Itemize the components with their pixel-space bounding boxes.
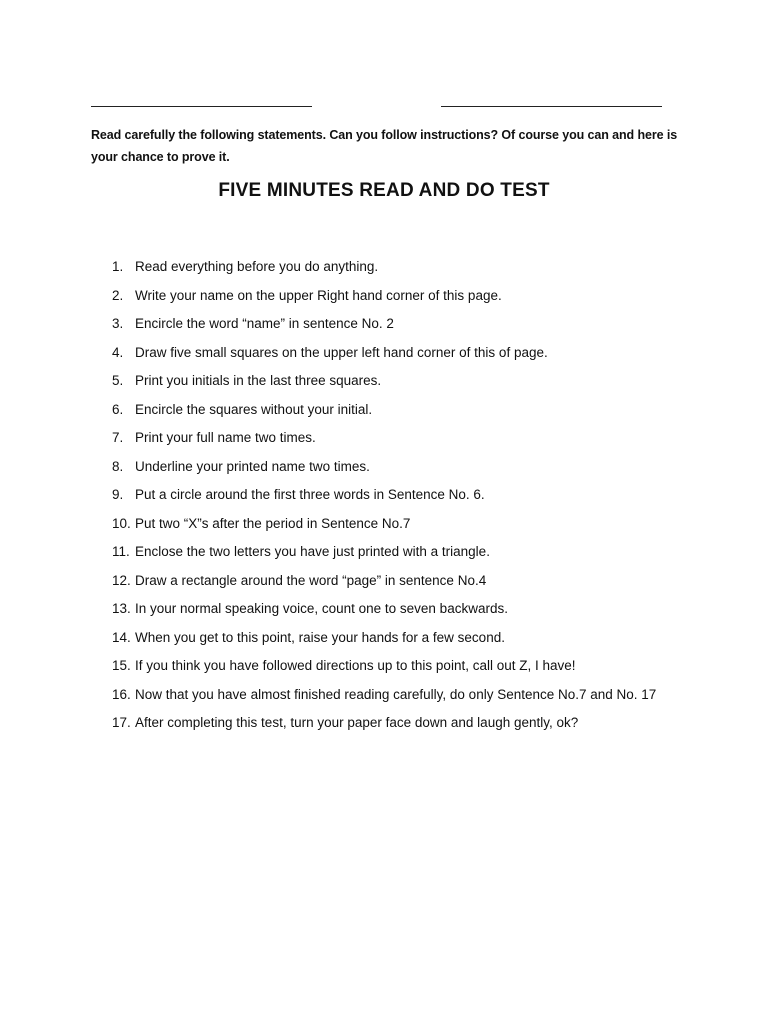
item-number: 1. [112,259,124,274]
item-number: 9. [112,487,124,502]
list-item [112,542,732,571]
list-item [112,571,732,600]
list-item [112,343,732,372]
item-text: When you get to this point, raise your hands for a few second. [135,629,505,645]
item-text: After completing this test, turn your paper face down and laugh gently, ok? [135,715,579,730]
item-text: Print your full name two times. [135,430,316,445]
item-text: Encircle the squares without your initial. [135,401,373,417]
item-number: 6. [112,401,124,417]
instruction-list [112,257,732,742]
item-number: 16. [112,686,131,702]
item-text: In your normal speaking voice, count one to seven backwards. [135,601,508,616]
item-text: Underline your printed name two times. [135,458,370,474]
list-item [112,257,732,286]
left-blank-line [91,106,312,107]
item-number: 15. [112,658,131,673]
item-number: 5. [112,373,124,388]
list-item [112,457,732,486]
list-item [112,685,732,714]
list-item [112,314,732,343]
item-text: Put a circle around the first three words in Sentence No. 6. [135,487,485,502]
list-item [112,656,732,685]
item-text: Now that you have almost finished reading carefully, do only Sentence No.7 and No. 17 [135,686,657,702]
list-item [112,599,732,628]
item-number: 12. [112,572,131,588]
item-number: 11. [112,544,130,559]
intro-paragraph: Read carefully the following statements. Can you follow instructions? Of course you can and here is your chance to prove it. [91,128,678,164]
item-number: 14. [112,629,131,645]
item-number: 4. [112,344,124,360]
item-number: 7. [112,430,124,445]
page-title: FIVE MINUTES READ AND DO TEST [218,180,550,201]
item-text: If you think you have followed directions up to this point, call out Z, I have! [135,658,576,673]
list-item [112,713,732,742]
item-number: 3. [112,316,124,331]
list-item [112,428,732,457]
item-text: Draw a rectangle around the word “page” in sentence No.4 [135,572,487,588]
item-text: Print you initials in the last three squares. [135,373,382,388]
item-number: 2. [112,287,124,303]
item-text: Draw five small squares on the upper left hand corner of this of page. [135,344,548,360]
item-text: Enclose the two letters you have just printed with a triangle. [135,544,490,559]
right-blank-line [441,106,662,107]
item-text: Put two “X”s after the period in Sentence No.7 [135,515,411,531]
list-item [112,628,732,657]
item-text: Encircle the word “name” in sentence No. 2 [135,316,394,331]
item-number: 13. [112,601,131,616]
list-item [112,400,732,429]
list-item [112,485,732,514]
list-item [112,514,732,543]
item-number: 8. [112,458,124,474]
list-item [112,286,732,315]
item-number: 17. [112,715,131,730]
item-text: Read everything before you do anything. [135,259,379,274]
item-number: 10. [112,515,131,531]
item-text: Write your name on the upper Right hand corner of this page. [135,287,502,303]
list-item [112,371,732,400]
